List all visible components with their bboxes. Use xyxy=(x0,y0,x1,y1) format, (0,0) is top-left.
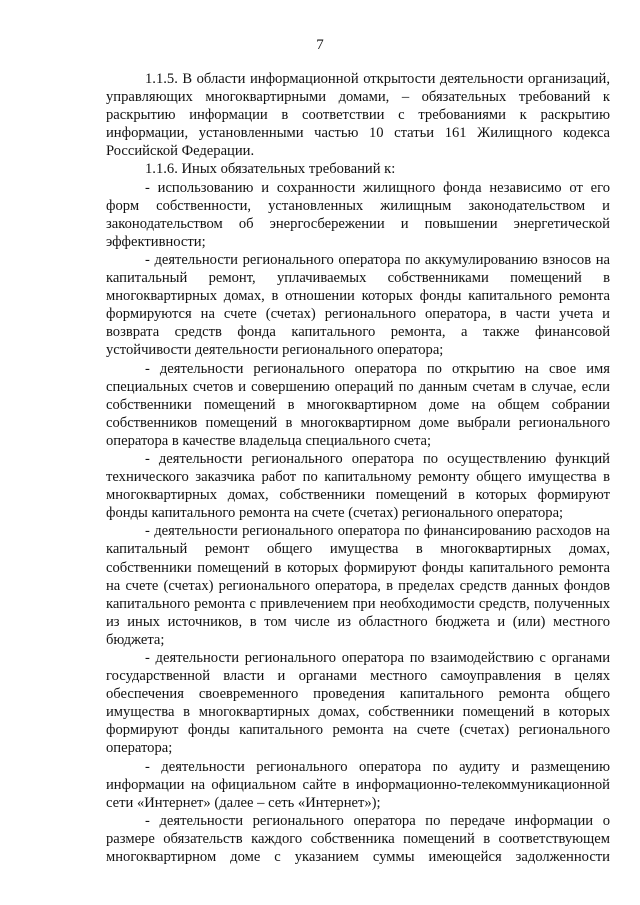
paragraph-1-1-5: 1.1.5. В области информационной открытости деятельности организаций, управляющих многоквартирными домами, – обязательных требований к раскрытию информации в соответствии с требованиями к раскрытию информации, установленными частью 10 статьи 161 Жилищного кодекса Российской Федерации. xyxy=(106,71,610,160)
list-item: - деятельности регионального оператора по передаче информации о размере обязательств каждого собственника помещений в соответствующем многоквартирном доме с указанием суммы имеющейся задолженности xyxy=(106,812,610,866)
paragraph-1-1-6: 1.1.6. Иных обязательных требований к: xyxy=(145,161,396,178)
list-item: - деятельности регионального оператора по осуществлению функций технического заказчика работ по капитальному ремонту общего имущества в многоквартирных домах, собственники помещений в которых формируют фонды капитального ремонта на счете (счетах) регионального оператора; xyxy=(106,450,610,522)
list-item: - деятельности регионального оператора по взаимодействию с органами государственной власти и органами местного самоуправления в целях обеспечения своевременного проведения капитального ремонта общего имущества в многоквартирных домах, собственники помещений в которых формируют фонды капитального ремонта на счете (счетах) регионального оператора; xyxy=(106,650,610,757)
list-item: - деятельности регионального оператора по аккумулированию взносов на капитальный ремонт, уплачиваемых собственниками помещений в многоквартирных домах, в отношении которых фонды капитального ремонта формируются на счете (счетах) регионального оператора, в части учета и возврата средств фонда капитального ремонта, а также финансовой устойчивости деятельности регионального оператора; xyxy=(106,251,610,359)
list-item: - деятельности регионального оператора по аудиту и размещению информации на официальном сайте в информационно-телекоммуникационной сети «Интернет» (далее – сеть «Интернет»); xyxy=(106,758,610,811)
list-item: - использованию и сохранности жилищного фонда независимо от его форм собственности, установленных жилищным законодательством и законодательством об энергосбережении и повышении энергетической эффективности; xyxy=(106,179,610,250)
document-body xyxy=(106,70,610,866)
list-item: - деятельности регионального оператора по открытию на свое имя специальных счетов и совершению операций по данным счетам в случае, если собственники помещений в многоквартирном доме на общем собрании собственников помещений в многоквартирном доме выбрали регионального оператора в качестве владельца специального счета; xyxy=(106,360,610,449)
page-number: 7 xyxy=(316,37,324,53)
list-item: - деятельности регионального оператора по финансированию расходов на капитальный ремонт общего имущества в многоквартирных домах, собственники помещений в которых формируют фонды капитального ремонта на счете (счетах) регионального оператора, в пределах средств данных фондов капитального ремонта с привлечением при необходимости средств, полученных из иных источников, в том числе из областного бюджета и (или) местного бюджета; xyxy=(106,523,610,648)
